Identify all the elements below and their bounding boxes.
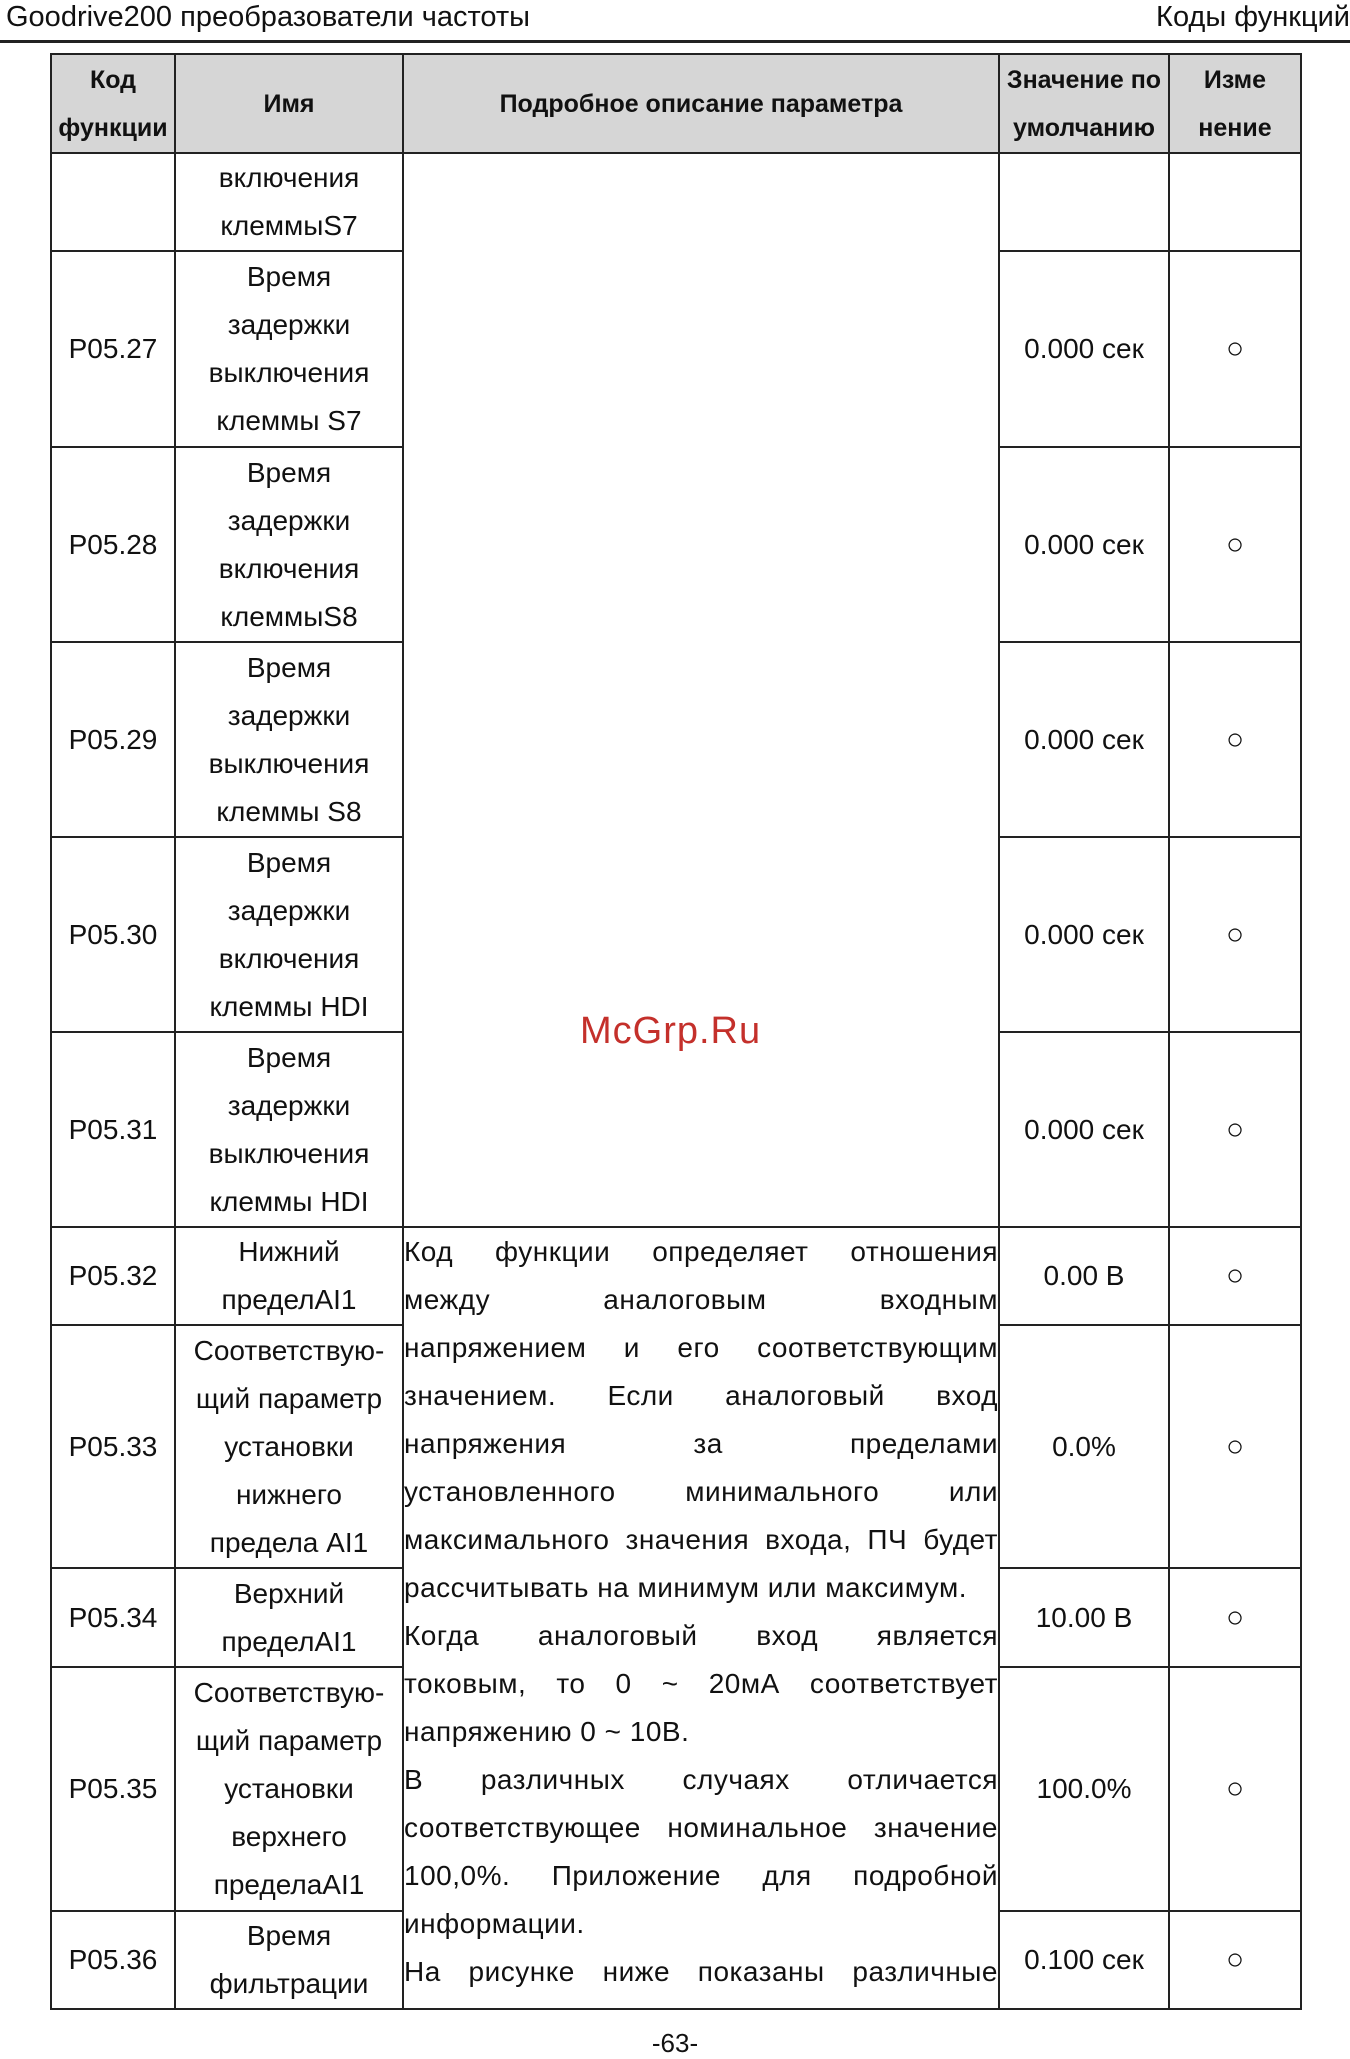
modify-mark: ○ [1169,447,1301,642]
parameter-name: Время задержки включения клеммы HDI [175,837,403,1032]
function-code: P05.35 [51,1667,175,1911]
parameter-name: Верхний пределAI1 [175,1568,403,1667]
description-line: установленного минимального или [404,1476,998,1507]
function-code: P05.29 [51,642,175,837]
description-line: между аналоговым входным [404,1284,998,1315]
watermark: McGrp.Ru [580,1010,762,1052]
column-header-default: Значение по умолчанию [999,54,1169,153]
column-header-name: Имя [175,54,403,153]
parameter-name: включения клеммыS7 [175,153,403,251]
modify-mark: ○ [1169,837,1301,1032]
function-code: P05.36 [51,1911,175,2009]
description-line: информации. [404,1908,585,1939]
table-row [51,1227,1301,1325]
description-line: рассчитывать на минимум или максимум. [404,1572,968,1603]
function-code [51,153,175,251]
default-value: 0.000 сек [999,837,1169,1032]
modify-mark: ○ [1169,1032,1301,1227]
description-line: максимального значения входа, ПЧ будет [404,1524,998,1555]
function-code: P05.31 [51,1032,175,1227]
parameter-name: Соответствую- щий параметр установки верхнего пределаAI1 [175,1667,403,1911]
default-value: 0.000 сек [999,447,1169,642]
function-code: P05.33 [51,1325,175,1568]
description-line: напряжения за пределами [404,1428,998,1459]
modify-mark: ○ [1169,1227,1301,1325]
modify-mark: ○ [1169,1667,1301,1911]
default-value: 0.000 сек [999,251,1169,447]
modify-mark: ○ [1169,1911,1301,2009]
description-line: В различных случаях отличается [404,1764,998,1795]
parameter-name: Время задержки выключения клеммы S8 [175,642,403,837]
parameter-name: Время задержки выключения клеммы S7 [175,251,403,447]
default-value [999,153,1169,251]
function-code: P05.27 [51,251,175,447]
modify-mark [1169,153,1301,251]
default-value: 0.100 сек [999,1911,1169,2009]
description-line: напряжению 0 ~ 10В. [404,1716,690,1747]
parameter-name: Время фильтрации [175,1911,403,2009]
default-value: 0.0% [999,1325,1169,1568]
parameter-name: Время задержки выключения клеммы HDI [175,1032,403,1227]
table-header-row [51,54,1301,153]
description-line: Код функции определяет отношения [404,1236,998,1267]
function-code: P05.32 [51,1227,175,1325]
page-number: -63- [651,2028,699,2058]
description-line: Когда аналоговый вход является [404,1620,998,1651]
function-code: P05.34 [51,1568,175,1667]
parameter-name: Соответствую- щий параметр установки нижнего предела AI1 [175,1325,403,1568]
modify-mark: ○ [1169,642,1301,837]
parameter-description [403,1227,999,2009]
function-code: P05.28 [51,447,175,642]
description-line: напряжением и его соответствующим [404,1332,998,1363]
description-line: На рисунке ниже показаны различные [404,1956,998,1987]
default-value: 100.0% [999,1667,1169,1911]
default-value: 0.000 сек [999,1032,1169,1227]
description-line: 100,0%. Приложение для подробной [404,1860,998,1891]
column-header-code: Код функции [51,54,175,153]
parameter-name: Время задержки включения клеммыS8 [175,447,403,642]
description-line: значением. Если аналоговый вход [404,1380,998,1411]
document-section-title: Коды функций [1156,1,1350,33]
default-value: 0.000 сек [999,642,1169,837]
description-line: токовым, то 0 ~ 20мА соответствует [404,1668,998,1699]
parameter-name: Нижний пределAI1 [175,1227,403,1325]
modify-mark: ○ [1169,251,1301,447]
default-value: 10.00 В [999,1568,1169,1667]
function-code: P05.30 [51,837,175,1032]
modify-mark: ○ [1169,1568,1301,1667]
header-divider [0,40,1350,43]
parameter-description-empty [403,153,999,1227]
description-line: соответствующее номинальное значение [404,1812,998,1843]
column-header-modify: Изме нение [1169,54,1301,153]
table-row [51,153,1301,251]
document-header-title: Goodrive200 преобразователи частоты [6,1,531,33]
modify-mark: ○ [1169,1325,1301,1568]
default-value: 0.00 В [999,1227,1169,1325]
column-header-description: Подробное описание параметра [403,54,999,153]
